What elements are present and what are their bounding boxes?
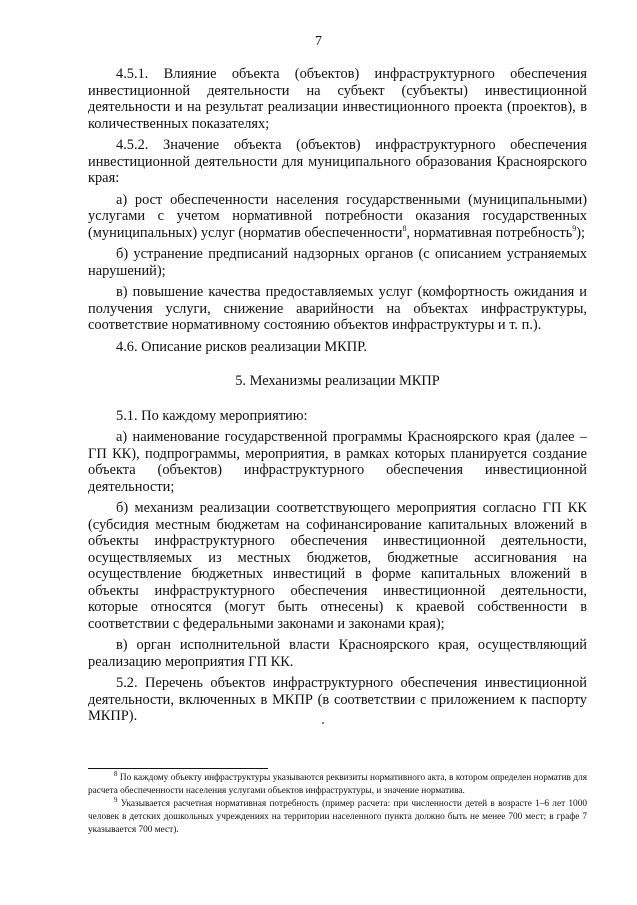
paragraph-5-2: 5.2. Перечень объектов инфраструктурного обеспечения инвестиционной деятельности, включенных в МКПР (в соответствии с приложением к паспорту МКПР).: [88, 675, 587, 724]
footnote-ref-9[interactable]: 9: [572, 223, 577, 233]
paragraph-5-1: 5.1. По каждому мероприятию:: [116, 407, 308, 424]
footnote-separator: [88, 768, 268, 769]
paragraph-5-1-c: в) орган исполнительной власти Красноярского края, осуществляющий реализацию мероприятия ГП КК.: [88, 637, 587, 670]
paragraph-item-a-growth: а) рост обеспеченности населения государственными (муниципальными) услугами с учетом нормативной потребности оказания государственных (муниципальных) услуг (норматив обеспеченности$^8$, нормативная потребность$^9$);: [88, 191, 587, 241]
paragraph-4-5-1: 4.5.1. Влияние объекта (объектов) инфраструктурного обеспечения инвестиционной деятельности на субъект (субъекты) инвестиционной деятельности и на результат реализации инвестиционного проекта (проектов), в количественных показателях;: [88, 66, 587, 132]
footnote-marker-8: 8: [114, 769, 118, 778]
paragraph-item-c-quality: в) повышение качества предоставляемых услуг (комфортность ожидания и получения услуги, снижение аварийности на объектах инфраструктуры, соответствие нормативному состоянию объектов инфраструктуры и т. п.).: [88, 284, 587, 333]
paragraph-item-b-violations: б) устранение предписаний надзорных органов (с описанием устраняемых нарушений);: [88, 246, 587, 279]
footnote-8: $^8$ По каждому объекту инфраструктуры указываются реквизиты нормативного акта, в котором определен норматив для расчета обеспеченности населения услугами объектов инфраструктуры, и значение норматива.: [88, 769, 587, 796]
paragraph-5-1-b: б) механизм реализации соответствующего мероприятия согласно ГП КК (субсидия местным бюджетам на софинансирование капитальных вложений в объекты инфраструктурного обеспечения инвестиционной деятельности, осуществляемых из местных бюджетов, бюджетные ассигнования на осуществление бюджетных инвестиций в форме капитальных вложений в объекты инфраструктурного обеспечения инвестиционной деятельности, которые относятся (могут быть отнесены) к краевой собственности в соответствии с федеральными законами и законами края);: [88, 500, 587, 632]
footnotes: [88, 769, 587, 837]
paragraph-4-6: 4.6. Описание рисков реализации МКПР.: [116, 338, 367, 355]
scan-dot: [322, 722, 324, 724]
footnote-marker-9: 9: [114, 795, 118, 804]
paragraph-5-1-a: а) наименование государственной программы Красноярского края (далее – ГП КК), подпрограммы, мероприятия, в рамках которых планируется создание объекта (объектов) инфраструктурного обеспечения инвестиционной деятельности;: [88, 429, 587, 495]
body-text: [88, 66, 587, 730]
section-heading-5: 5. Механизмы реализации МКПР: [235, 373, 440, 389]
footnote-9: $^9$ Указывается расчетная нормативная потребность (пример расчета: при численности детей в возрасте 1–6 лет 1000 человек в детских дошкольных учреждениях на территории населенного пункта должно быть не менее 700 мест; в графе 7 указывается 700 мест).: [88, 795, 587, 835]
paragraph-4-5-2: 4.5.2. Значение объекта (объектов) инфраструктурного обеспечения инвестиционной деятельности для муниципального образования Красноярского края:: [88, 137, 587, 186]
footnote-ref-8[interactable]: 8: [402, 223, 407, 233]
page-number: 7: [315, 34, 322, 49]
